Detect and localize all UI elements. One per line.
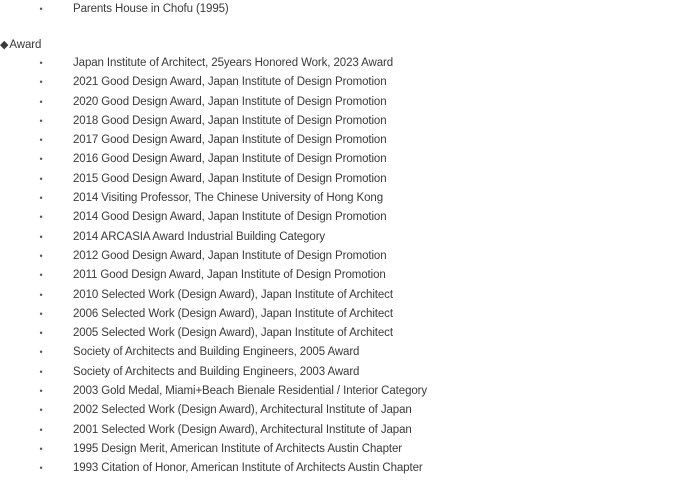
list-item <box>0 266 427 285</box>
bullet-icon: • <box>39 463 43 474</box>
list-item <box>0 401 427 420</box>
bullet-icon: • <box>39 96 43 107</box>
list-item-text: 2014 ARCASIA Award Industrial Building Category <box>73 230 326 243</box>
list-item <box>0 343 427 362</box>
list-item <box>0 150 427 169</box>
list-item <box>0 247 427 266</box>
list-item-text: 2012 Good Design Award, Japan Institute of Design Promotion <box>73 249 387 262</box>
bullet-icon: • <box>39 424 43 435</box>
list-item <box>0 305 427 324</box>
list-item <box>0 440 427 459</box>
bullet-icon: • <box>39 77 43 88</box>
list-item-text: 2021 Good Design Award, Japan Institute of Design Promotion <box>73 76 387 89</box>
bullet-icon: • <box>39 386 43 397</box>
list-item-text: Parents House in Chofu (1995) <box>73 3 229 15</box>
bullet-icon: • <box>39 289 43 300</box>
list-item <box>0 286 427 305</box>
list-item-text: 2014 Good Design Award, Japan Institute of Design Promotion <box>73 211 387 224</box>
list-item-text: 2006 Selected Work (Design Award), Japan Institute of Architect <box>73 307 393 320</box>
bullet-icon: • <box>39 154 43 165</box>
bullet-icon: • <box>39 405 43 416</box>
list-item <box>0 208 427 227</box>
bullet-icon: • <box>39 173 43 184</box>
list-item <box>0 459 427 478</box>
award-list <box>0 54 427 479</box>
list-item-text: 2011 Good Design Award, Japan Institute of Design Promotion <box>73 269 386 282</box>
list-item <box>0 189 427 208</box>
bullet-icon: • <box>39 328 43 339</box>
list-item-text: 1993 Citation of Honor, American Institute of Architects Austin Chapter <box>73 462 423 475</box>
list-item-text: 2015 Good Design Award, Japan Institute of Design Promotion <box>73 172 387 185</box>
bullet-icon: • <box>39 58 43 68</box>
list-item <box>0 170 427 189</box>
list-item <box>0 324 427 343</box>
list-item-text: 2014 Visiting Professor, The Chinese University of Hong Kong <box>73 192 384 205</box>
list-item-text: Society of Architects and Building Engineers, 2005 Award <box>73 346 360 359</box>
bullet-icon: • <box>39 250 43 261</box>
bullet-icon: • <box>39 212 43 223</box>
list-item <box>0 93 427 112</box>
list-item <box>0 228 427 247</box>
bullet-icon: • <box>39 231 43 242</box>
list-item-text: 2003 Gold Medal, Miami+Beach Bienale Residential / Interior Category <box>73 385 428 398</box>
list-item-text: 2005 Selected Work (Design Award), Japan Institute of Architect <box>73 327 393 340</box>
list-item <box>0 421 427 440</box>
list-item-text: 2017 Good Design Award, Japan Institute of Design Promotion <box>73 134 387 147</box>
list-item <box>0 131 427 150</box>
list-item <box>0 363 427 382</box>
list-item <box>0 0 229 19</box>
bullet-icon: • <box>39 193 43 204</box>
list-item-text: Japan Institute of Architect, 25years Honored Work, 2023 Award <box>73 57 394 69</box>
diamond-icon: ◆ <box>0 39 9 51</box>
bullet-icon: • <box>39 115 43 126</box>
bullet-icon: • <box>39 366 43 377</box>
award-heading-text: Award <box>9 39 42 51</box>
list-item <box>0 54 427 73</box>
list-item-text: 2020 Good Design Award, Japan Institute of Design Promotion <box>73 95 387 108</box>
list-item-text: 1995 Design Merit, American Institute of Architects Austin Chapter <box>73 442 402 455</box>
list-item <box>0 73 427 92</box>
list-item <box>0 112 427 131</box>
bullet-icon: • <box>39 4 43 14</box>
list-item <box>0 382 427 401</box>
bullet-icon: • <box>39 443 43 454</box>
bullet-icon: • <box>39 308 43 319</box>
bullet-icon: • <box>39 270 43 281</box>
list-item-text: 2018 Good Design Award, Japan Institute of Design Promotion <box>73 114 387 127</box>
list-item-text: 2002 Selected Work (Design Award), Architectural Institute of Japan <box>73 404 412 417</box>
list-item-text: 2001 Selected Work (Design Award), Architectural Institute of Japan <box>73 423 412 436</box>
list-item-text: 2010 Selected Work (Design Award), Japan Institute of Architect <box>73 288 393 301</box>
works-list <box>0 0 229 19</box>
bullet-icon: • <box>39 135 43 146</box>
list-item-text: 2016 Good Design Award, Japan Institute of Design Promotion <box>73 153 387 166</box>
bullet-icon: • <box>39 347 43 358</box>
award-heading <box>0 36 41 55</box>
list-item-text: Society of Architects and Building Engineers, 2003 Award <box>73 365 360 378</box>
